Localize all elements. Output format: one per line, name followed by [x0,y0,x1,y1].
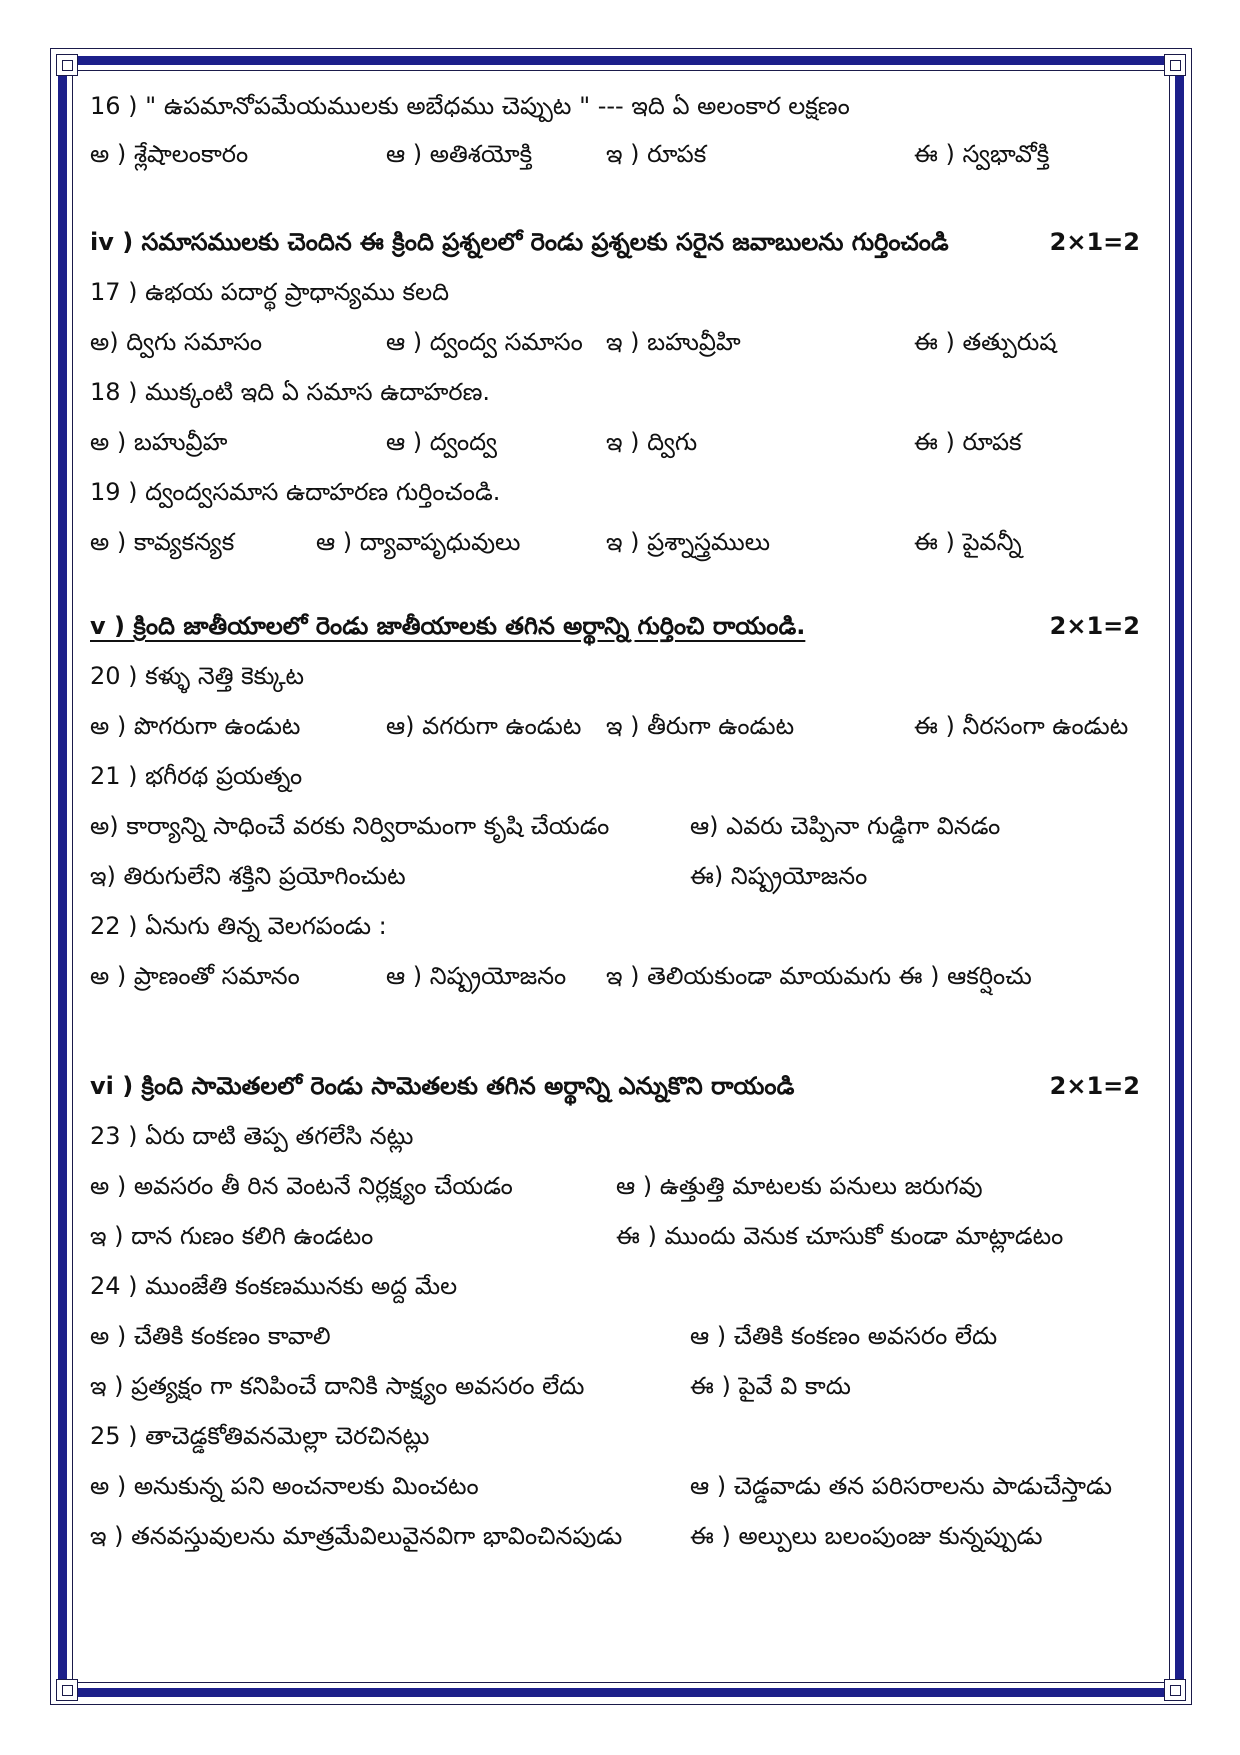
option-a: అ ) పొగరుగా ఉండుట [90,712,301,740]
options-18 [90,422,1140,462]
option-b: ఆ ) ద్వంద్వ సమాసం [386,328,583,356]
options-25-row-2 [90,1516,1140,1556]
option-d: ఈ ) పైవన్నీ [914,528,1022,556]
option-a: అ ) అనుకున్న పని అంచనాలకు మించటం [90,1472,479,1500]
options-24-row-1 [90,1316,1140,1356]
options-20 [90,706,1140,746]
question-17 [90,272,1140,312]
option-d: ఈ ) స్వభావోక్తి [914,140,1050,168]
option-a: అ ) ప్రాణంతో సమానం [90,962,300,990]
option-c: ఇ ) ద్విగు [606,428,698,456]
section-v-heading [90,606,1140,646]
section-title: iv ) సమాసములకు చెందిన ఈ క్రింది ప్రశ్నలలో రెండు ప్రశ్నలకు సరైన జవాబులను గుర్తించండి [90,228,949,256]
section-title: vi ) క్రింది సామెతలలో రెండు సామెతలకు తగిన అర్థాన్ని ఎన్నుకొని రాయండి [90,1072,795,1100]
corner-ornament-bottom-right [1164,1679,1186,1701]
question-text: 20 ) కళ్ళు నెత్తి కెక్కుట [90,662,305,690]
option-c: ఇ ) ప్రత్యక్షం గా కనిపించే దానికి సాక్ష్యం అవసరం లేదు [90,1372,585,1400]
question-16 [90,86,1140,126]
option-c-d: ఇ ) తెలియకుండా మాయమగు ఈ ) ఆకర్షించు [606,962,1032,990]
corner-ornament-top-right [1164,54,1186,76]
question-text: 22 ) ఏనుగు తిన్న వెలగపండు : [90,912,387,940]
option-d: ఈ ) రూపక [914,428,1022,456]
section-title: v ) క్రింది జాతీయాలలో రెండు జాతీయాలకు తగిన అర్థాన్ని గుర్తించి రాయండి. [90,612,806,640]
options-17 [90,322,1140,362]
question-text: 16 ) " ఉపమానోపమేయములకు అబేధము చెప్పుట " --- ఇది ఏ అలంకార లక్షణం [90,92,850,120]
question-text: 23 ) ఏరు దాటి తెప్ప తగలేసి నట్లు [90,1122,414,1150]
option-c: ఇ ) తీరుగా ఉండుట [606,712,795,740]
option-c: ఇ ) రూపక [606,140,707,168]
option-b: ఆ ) అతిశయోక్తి [386,140,533,168]
option-b: ఆ ) ద్యావాపృధువులు [316,528,521,556]
options-22 [90,956,1140,996]
option-a: అ ) చేతికి కంకణం కావాలి [90,1322,331,1350]
option-a: అ ) అవసరం తీ రిన వెంటనే నిర్లక్ష్యం చేయడం [90,1172,513,1200]
option-c: ఇ) తిరుగులేని శక్తిని ప్రయోగించుట [90,862,406,890]
question-23 [90,1116,1140,1156]
options-16 [90,134,1140,174]
section-marks: 2×1=2 [1049,612,1140,640]
options-21-row-2 [90,856,1140,896]
option-b: ఆ ) ద్వంద్వ [386,428,497,456]
option-b: ఆ ) చేతికి కంకణం అవసరం లేదు [690,1322,998,1350]
option-c: ఇ ) బహువ్రీహి [606,328,741,356]
option-d: ఈ ) ముందు వెనుక చూసుకో కుండా మాట్లాడటం [616,1222,1064,1250]
section-iv-heading [90,222,1140,262]
option-d: ఈ ) అల్పులు బలంపుంజు కున్నప్పుడు [690,1522,1043,1550]
option-b: ఆ ) ఉత్తుత్తి మాటలకు పనులు జరుగవు [616,1172,983,1200]
question-22 [90,906,1140,946]
option-d: ఈ ) పైవే వి కాదు [690,1372,851,1400]
option-c: ఇ ) ప్రశ్నాస్త్రములు [606,528,771,556]
question-20 [90,656,1140,696]
options-23-row-1 [90,1166,1140,1206]
option-a: అ ) శ్లేషాలంకారం [90,140,249,168]
option-a: అ) ద్విగు సమాసం [90,328,263,356]
option-c: ఇ ) దాన గుణం కలిగి ఉండటం [90,1222,374,1250]
option-c: ఇ ) తనవస్తువులను మాత్రమేవిలువైనవిగా భావించినపుడు [90,1522,623,1550]
question-text: 17 ) ఉభయ పదార్థ ప్రాధాన్యము కలది [90,278,450,306]
option-b: ఆ ) చెడ్డవాడు తన పరిసరాలను పాడుచేస్తాడు [690,1472,1113,1500]
option-d: ఈ ) నీరసంగా ఉండుట [914,712,1129,740]
question-25 [90,1416,1140,1456]
option-b: ఆ ) నిష్ప్రయోజనం [386,962,567,990]
option-a: అ) కార్యాన్ని సాధించే వరకు నిర్విరామంగా కృషి చేయడం [90,812,610,840]
options-25-row-1 [90,1466,1140,1506]
option-b: ఆ) వగరుగా ఉండుట [386,712,582,740]
corner-ornament-top-left [56,54,78,76]
options-19 [90,522,1140,562]
options-21-row-1 [90,806,1140,846]
option-a: అ ) కావ్యకన్యక [90,528,235,556]
option-a: అ ) బహువ్రీహ [90,428,228,456]
question-18 [90,372,1140,412]
question-text: 25 ) తాచెడ్డకోతివనమెల్లా చెరచినట్లు [90,1422,430,1450]
section-marks: 2×1=2 [1049,1072,1140,1100]
question-text: 21 ) భగీరథ ప్రయత్నం [90,762,303,790]
question-text: 24 ) ముంజేతి కంకణమునకు అద్ద మేల [90,1272,458,1300]
options-23-row-2 [90,1216,1140,1256]
question-text: 18 ) ముక్కంటి ఇది ఏ సమాస ఉదాహరణ. [90,378,491,406]
option-d: ఈ) నిష్ప్రయోజనం [690,862,868,890]
options-24-row-2 [90,1366,1140,1406]
question-21 [90,756,1140,796]
option-d: ఈ ) తత్పురుష [914,328,1057,356]
question-19 [90,472,1140,512]
question-24 [90,1266,1140,1306]
section-marks: 2×1=2 [1049,228,1140,256]
section-vi-heading [90,1066,1140,1106]
option-b: ఆ) ఎవరు చెప్పినా గుడ్డిగా వినడం [690,812,1001,840]
question-text: 19 ) ద్వంద్వసమాస ఉదాహరణ గుర్తించండి. [90,478,501,506]
corner-ornament-bottom-left [56,1679,78,1701]
